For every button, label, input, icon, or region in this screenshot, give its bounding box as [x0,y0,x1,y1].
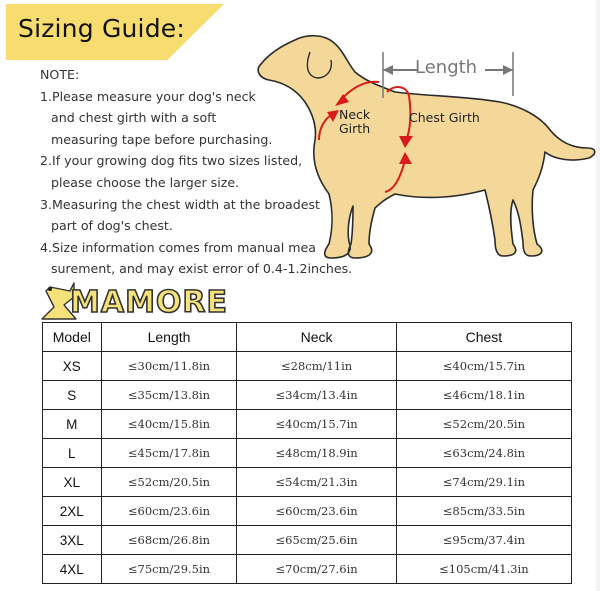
cell-neck: ≤34cm/13.4in [237,381,396,410]
cell-length: ≤68cm/26.8in [101,526,237,555]
note-line: 3.Measuring the chest width at the broadest [40,196,320,212]
length-label: Length [415,57,478,78]
cell-neck: ≤54cm/21.3in [237,468,396,497]
notes-heading: NOTE: [40,67,80,82]
cell-model: XL [43,468,102,497]
note-line: part of dog's chest. [51,218,173,234]
note-line: measuring tape before purchasing. [51,131,273,147]
cell-model: 4XL [43,555,102,584]
dog-measurement-diagram [255,30,600,270]
note-line: 1.Please measure your dog's neck [40,88,256,104]
header-chest: Chest [396,323,571,352]
brand-logo [40,281,240,321]
cell-neck: ≤40cm/15.7in [237,410,396,439]
cell-neck: ≤48cm/18.9in [237,439,396,468]
cell-neck: ≤60cm/23.6in [237,497,396,526]
cell-model: 2XL [43,497,102,526]
neck-girth-label-line1: Neck [339,107,371,122]
cell-neck: ≤28cm/11in [237,352,396,381]
cell-length: ≤45cm/17.8in [101,439,237,468]
table-row [43,497,572,526]
header-model: Model [43,323,102,352]
cell-chest: ≤105cm/41.3in [396,555,571,584]
cell-chest: ≤40cm/15.7in [396,352,571,381]
table-row [43,468,572,497]
table-header-row [43,323,572,352]
cell-length: ≤60cm/23.6in [101,497,237,526]
cell-model: 3XL [43,526,102,555]
table-row [43,410,572,439]
table-row [43,526,572,555]
cell-model: L [43,439,102,468]
header-length: Length [101,323,237,352]
table-row [43,381,572,410]
note-line: please choose the larger size. [51,174,240,190]
cell-length: ≤75cm/29.5in [101,555,237,584]
chest-girth-label: Chest Girth [409,110,480,125]
cell-chest: ≤63cm/24.8in [396,439,571,468]
cell-model: XS [43,352,102,381]
cell-length: ≤52cm/20.5in [101,468,237,497]
header-neck: Neck [237,323,396,352]
cell-model: M [43,410,102,439]
table-row [43,439,572,468]
cell-length: ≤40cm/15.8in [101,410,237,439]
note-line: 2.If your growing dog fits two sizes listed, [40,153,303,169]
neck-girth-label-line2: Girth [339,121,371,136]
size-chart-table [42,322,572,584]
page-title: Sizing Guide: [18,14,185,43]
cell-chest: ≤46cm/18.1in [396,381,571,410]
cell-neck: ≤70cm/27.6in [237,555,396,584]
cell-chest: ≤74cm/29.1in [396,468,571,497]
cell-length: ≤30cm/11.8in [101,352,237,381]
note-line: surement, and may exist error of 0.4-1.2inches. [51,261,353,277]
cell-length: ≤35cm/13.8in [101,381,237,410]
table-row [43,555,572,584]
brand-name: MAMORE [70,285,229,320]
cell-neck: ≤65cm/25.6in [237,526,396,555]
page-edge [596,0,600,591]
note-line: and chest girth with a soft [51,110,217,126]
cell-model: S [43,381,102,410]
cell-chest: ≤52cm/20.5in [396,410,571,439]
cell-chest: ≤85cm/33.5in [396,497,571,526]
table-row [43,352,572,381]
cell-chest: ≤95cm/37.4in [396,526,571,555]
note-line: 4.Size information comes from manual mea [40,239,316,255]
